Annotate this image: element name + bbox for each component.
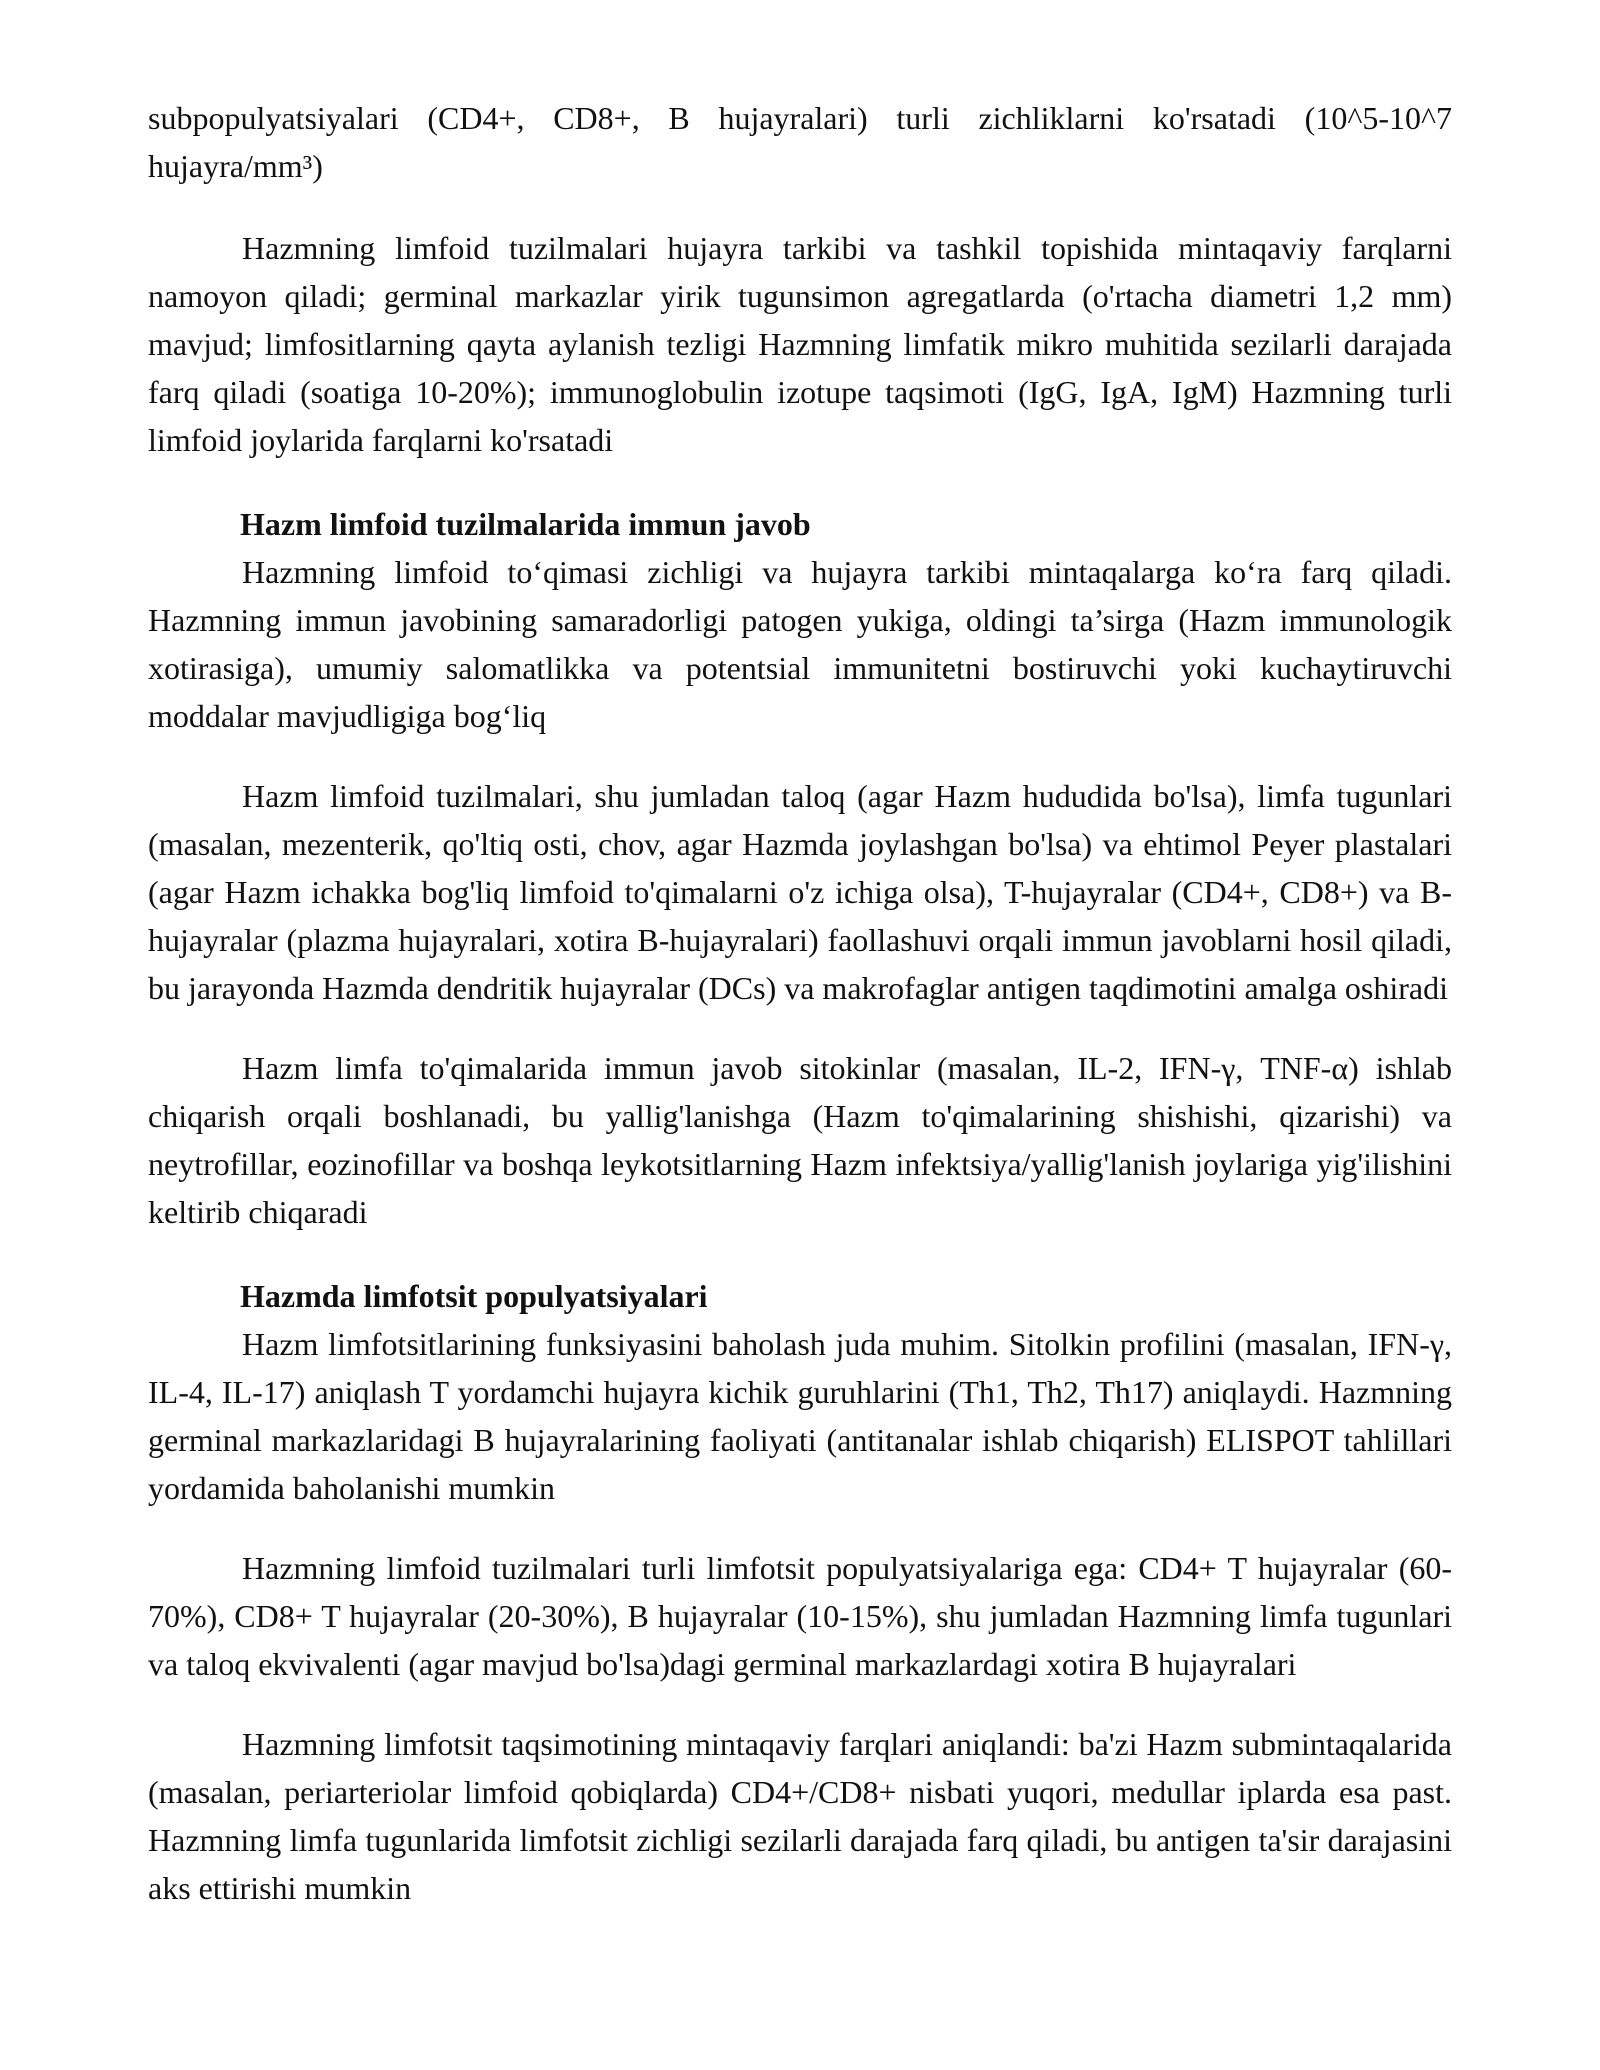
paragraph-lymphocyte-percentages: Hazmning limfoid tuzilmalari turli limfotsit populyatsiyalariga ega: CD4+ T hujayralar (60-70%), CD8+ T hujayralar (20-30%), B hujayralar (10-15%), shu jumladan Hazmning limfa tugunlari va taloq ekvivalenti (agar mavjud bo'lsa)dagi germinal markazlardagi xotira B hujayralari — [148, 1550, 1452, 1682]
paragraph-regional-distribution: Hazmning limfotsit taqsimotining mintaqaviy farqlari aniqlandi: ba'zi Hazm submintaqalarida (masalan, periarteriolar limfoid qobiqlarda) CD4+/CD8+ nisbati yuqori, medullar iplarda esa past. Hazmning limfa tugunlarida limfotsit zichligi sezilarli darajada farq qiladi, bu antigen ta'sir darajasini aks ettirishi mumkin — [148, 1726, 1452, 1906]
document-page — [148, 94, 1452, 1912]
section-heading-lymphocyte-populations: Hazmda limfotsit populyatsiyalari — [240, 1278, 708, 1314]
paragraph-regional-differences: Hazmning limfoid tuzilmalari hujayra tarkibi va tashkil topishida mintaqaviy farqlarni namoyon qiladi; germinal markazlar yirik tugunsimon agregatlarda (o'rtacha diametri 1,2 mm) mavjud; limfositlarning qayta aylanish tezligi Hazmning limfatik mikro muhitida sezilarli darajada farq qiladi (soatiga 10-20%); immunoglobulin izotupe taqsimoti (IgG, IgA, IgM) Hazmning turli limfoid joylarida farqlarni ko'rsatadi — [148, 230, 1452, 458]
paragraph-cytokines: Hazm limfa to'qimalarida immun javob sitokinlar (masalan, IL-2, IFN-γ, TNF-α) ishlab chiqarish orqali boshlanadi, bu yallig'lanishga (Hazm to'qimalarining shishishi, qizarishi) va neytrofillar, eozinofillar va boshqa leykotsitlarning Hazm infektsiya/yallig'lanish joylariga yig'ilishini keltirib chiqaradi — [148, 1050, 1453, 1230]
paragraph-tissue-density: Hazmning limfoid to‘qimasi zichligi va hujayra tarkibi mintaqalarga ko‘ra farq qiladi. Hazmning immun javobining samaradorligi patogen yukiga, oldingi ta’sirga (Hazm immunologik xotirasiga), umumiy salomatlikka va potentsial immunitetni bostiruvchi yoki kuchaytiruvchi moddalar mavjudligiga bog‘liq — [148, 554, 1452, 734]
paragraph-continuation: subpopulyatsiyalari (CD4+, CD8+, B hujayralari) turli zichliklarni ko'rsatadi (10^5-10^7 hujayra/mm³) — [148, 100, 1452, 184]
section-heading-immune-response: Hazm limfoid tuzilmalarida immun javob — [240, 506, 811, 542]
paragraph-lymphoid-structures: Hazm limfoid tuzilmalari, shu jumladan taloq (agar Hazm hududida bo'lsa), limfa tugunlari (masalan, mezenterik, qo'ltiq osti, chov, agar Hazmda joylashgan bo'lsa) va ehtimol Peyer plastalari (agar Hazm ichakka bog'liq limfoid to'qimalarni o'z ichiga olsa), T-hujayralar (CD4+, CD8+) va B-hujayralar (plazma hujayralari, xotira B-hujayralari) faollashuvi orqali immun javoblarni hosil qiladi, bu jarayonda Hazmda dendritik hujayralar (DCs) va makrofaglar antigen taqdimotini amalga oshiradi — [148, 778, 1452, 1006]
paragraph-lymphocyte-function: Hazm limfotsitlarining funksiyasini baholash juda muhim. Sitolkin profilini (masalan, IFN-γ, IL-4, IL-17) aniqlash T yordamchi hujayra kichik guruhlarini (Th1, Th2, Th17) aniqlaydi. Hazmning germinal markazlaridagi B hujayralarining faoliyati (antitanalar ishlab chiqarish) ELISPOT tahlillari yordamida baholanishi mumkin — [148, 1326, 1452, 1506]
